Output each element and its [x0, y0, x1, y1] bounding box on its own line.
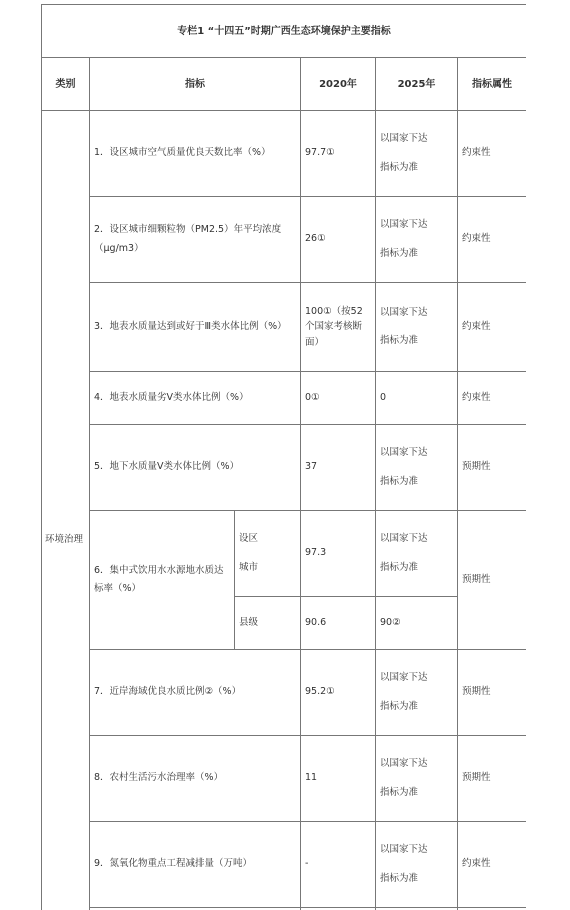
indicator-cell: 3．地表水质量达到或好于Ⅲ类水体比例（%） — [90, 283, 301, 372]
indicators-table — [41, 4, 526, 910]
value-2025-cell — [376, 111, 458, 197]
table-row — [42, 822, 527, 908]
value-2025-line1: 以国家下达 — [380, 533, 428, 545]
value-2025-cell: 0 — [376, 372, 458, 425]
value-2020-cell: 97.3 — [301, 511, 376, 597]
value-2020-cell: 37 — [301, 425, 376, 511]
header-2020: 2020年 — [301, 58, 376, 111]
indicator-cell: 8．农村生活污水治理率（%） — [90, 736, 301, 822]
value-2025-cell — [376, 283, 458, 372]
attribute-cell: 预期性 — [458, 736, 527, 822]
indicator-cell: 2．设区城市细颗粒物（PM2.5）年平均浓度（μg/m3） — [90, 197, 301, 283]
sub-category-cell: 县级 — [235, 597, 301, 650]
value-2025-line2: 指标为准 — [380, 700, 419, 712]
attribute-cell: 约束性 — [458, 111, 527, 197]
table-row — [42, 511, 527, 597]
header-indicator: 指标 — [90, 58, 301, 111]
header-category: 类别 — [42, 58, 90, 111]
attribute-cell: 约束性 — [458, 372, 527, 425]
value-2025-line2: 指标为准 — [380, 475, 419, 487]
value-2020-cell: 26① — [301, 197, 376, 283]
value-2025-line2: 指标为准 — [380, 335, 419, 346]
value-2025-cell — [376, 650, 458, 736]
category-cell: 环境治理 — [42, 111, 90, 910]
indicator-cell: 5．地下水质量Ⅴ类水体比例（%） — [90, 425, 301, 511]
attribute-cell: 约束性 — [458, 822, 527, 908]
value-2025-line1: 以国家下达 — [380, 672, 428, 684]
value-2025-line1: 以国家下达 — [380, 758, 428, 770]
value-2025-line1: 以国家下达 — [380, 133, 428, 145]
indicator-cell: 6．集中式饮用水水源地水质达标率（%） — [90, 511, 235, 650]
indicator-cell: 7．近岸海域优良水质比例②（%） — [90, 650, 301, 736]
value-2025-cell — [376, 511, 458, 597]
table-row — [42, 736, 527, 822]
table-title: 专栏1 “十四五”时期广西生态环境保护主要指标 — [42, 5, 527, 58]
header-2025: 2025年 — [376, 58, 458, 111]
value-2025-line2: 指标为准 — [380, 247, 419, 259]
value-2025-line1: 以国家下达 — [380, 306, 428, 318]
value-2020-cell: 90.6 — [301, 597, 376, 650]
attribute-cell: 约束性 — [458, 197, 527, 283]
table-row — [42, 111, 527, 197]
table-row — [42, 283, 527, 372]
value-2025-line1: 以国家下达 — [380, 447, 428, 459]
indicator-cell: 1．设区城市空气质量优良天数比率（%） — [90, 111, 301, 197]
document-page — [41, 4, 526, 910]
attribute-cell: 约束性 — [458, 283, 527, 372]
attribute-cell: 预期性 — [458, 511, 527, 650]
table-row — [42, 197, 527, 283]
header-row — [42, 58, 527, 111]
value-2025-cell — [376, 425, 458, 511]
indicator-cell: 9．氮氧化物重点工程减排量（万吨） — [90, 822, 301, 908]
value-2025-line2: 指标为准 — [380, 872, 419, 884]
value-2025-line2: 指标为准 — [380, 561, 419, 573]
value-2020-cell: 11 — [301, 736, 376, 822]
value-2020-cell: 95.2① — [301, 650, 376, 736]
value-2020-cell: - — [301, 822, 376, 908]
value-2025-cell: 90② — [376, 597, 458, 650]
indicator-cell: 4．地表水质量劣Ⅴ类水体比例（%） — [90, 372, 301, 425]
value-2025-line2: 指标为准 — [380, 786, 419, 798]
value-2025-line1: 以国家下达 — [380, 844, 428, 856]
value-2025-line1: 以国家下达 — [380, 219, 428, 231]
value-2025-cell — [376, 822, 458, 908]
attribute-cell: 预期性 — [458, 425, 527, 511]
table-row — [42, 372, 527, 425]
value-2020-cell: 100①（按52个国家考核断面） — [301, 283, 376, 372]
sub-category-cell — [235, 511, 301, 597]
value-2020-cell: 97.7① — [301, 111, 376, 197]
table-row — [42, 650, 527, 736]
header-attribute: 指标属性 — [458, 58, 527, 111]
sub-category-line1: 设区 — [239, 533, 259, 545]
value-2020-cell: 0① — [301, 372, 376, 425]
sub-category-line2: 城市 — [239, 561, 259, 573]
attribute-cell: 预期性 — [458, 650, 527, 736]
value-2025-line2: 指标为准 — [380, 161, 419, 173]
value-2025-cell — [376, 736, 458, 822]
table-row — [42, 425, 527, 511]
value-2025-cell — [376, 197, 458, 283]
